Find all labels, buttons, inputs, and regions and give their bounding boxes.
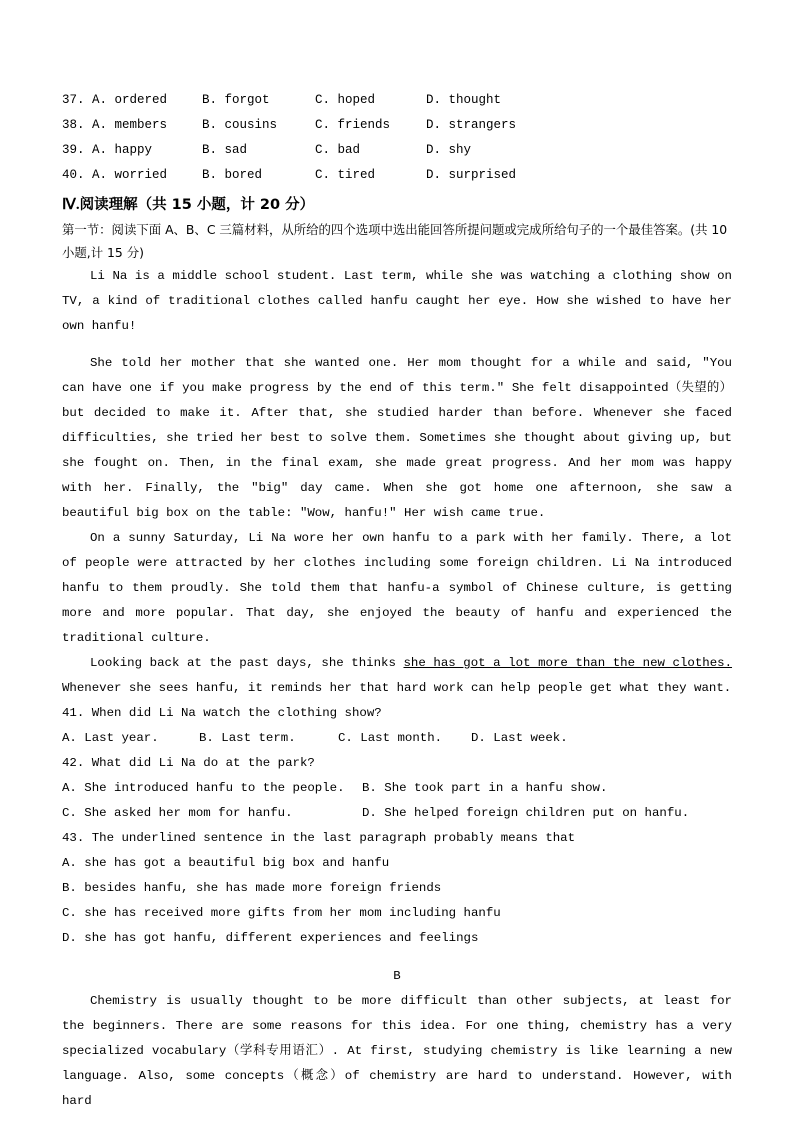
cloze-row [62,138,732,163]
cloze-option-a[interactable]: A. happy [92,143,153,157]
cloze-option-a[interactable]: A. members [92,118,168,132]
section-roman-numeral: Ⅳ. [62,197,80,213]
question-43-stem: 43. The underlined sentence in the last paragraph probably means that [62,831,576,845]
cloze-option-c[interactable]: C. bad [315,143,361,157]
cloze-option-c[interactable]: C. friends [315,118,391,132]
passage-b-paragraph-1: Chemistry is usually thought to be more difficult than other subjects, at least for the beginners. There are some reasons for this idea. For one thing, chemistry has a very specialized vocabulary（学科专用语汇）. At first, studying chemistry is like learning a new language. Also, some concepts（概念）of chemistry are hard to understand. However, with hard [62,994,732,1108]
cloze-number: 40. [62,168,85,182]
choice-d[interactable]: D. She helped foreign children put on hanfu. [362,806,690,820]
cloze-option-d[interactable]: D. thought [426,93,502,107]
choice-a[interactable]: A. She introduced hanfu to the people. [62,781,345,795]
section-title: 阅读理解（共 15 小题，计 20 分） [79,197,315,213]
cloze-row [62,88,732,113]
cloze-option-a[interactable]: A. worried [92,168,168,182]
cloze-option-b[interactable]: B. cousins [202,118,278,132]
cloze-option-d[interactable]: D. strangers [426,118,517,132]
paragraph-spacer [62,339,732,351]
passage-a-paragraph-3: On a sunny Saturday, Li Na wore her own hanfu to a park with her family. There, a lot of people were attracted by her clothes including some foreign children. Li Na introduced hanfu to them proudly. She told them that hanfu-a symbol of Chinese culture, is getting more and more popular. That day, she enjoyed the beauty of hanfu and experienced the traditional culture. [62,531,732,645]
cloze-option-b[interactable]: B. bored [202,168,263,182]
question-43-choice-d[interactable]: D. she has got hanfu, different experiences and feelings [62,931,479,945]
cloze-option-d[interactable]: D. shy [426,143,472,157]
choice-b[interactable]: B. She took part in a hanfu show. [362,781,608,795]
cloze-option-b[interactable]: B. sad [202,143,248,157]
cloze-number: 37. [62,93,85,107]
cloze-row [62,163,732,188]
cloze-number: 39. [62,143,85,157]
question-41-stem: 41. When did Li Na watch the clothing show? [62,706,382,720]
cloze-options-block [62,88,732,188]
cloze-number: 38. [62,118,85,132]
passage-a-underlined-sentence: she has got a lot more than the new clothes. [403,656,733,670]
cloze-row [62,113,732,138]
passage-a-paragraph-1: Li Na is a middle school student. Last term, while she was watching a clothing show on TV, a kind of traditional clothes called hanfu caught her eye. How she wished to have her own hanfu! [62,269,732,333]
cloze-option-d[interactable]: D. surprised [426,168,517,182]
passage-a-paragraph-2: She told her mother that she wanted one. Her mom thought for a while and said, ″You can have one if you make progress by the end of this term.″ She felt disappointed（失望的）but decided to make it. After that, she studied harder than before. Whenever she faced difficulties, she tried her best to solve them. Sometimes she thought about giving up, but she fought on. Then, in the final exam, she made great progress. And her mom was happy with her. Finally, the ″big″ day came. When she got home one afternoon, she saw a beautiful big box on the table: ″Wow, hanfu!″ Her wish came true. [62,356,732,520]
choice-b[interactable]: B. Last term. [199,731,296,745]
question-41-choices [62,726,732,751]
cloze-option-c[interactable]: C. hoped [315,93,376,107]
passage-a-p4-after: Whenever she sees hanfu, it reminds her that hard work can help people get what they want. [62,681,732,695]
passage-a-paragraph-4 [62,651,732,701]
question-43-choice-b[interactable]: B. besides hanfu, she has made more foreign friends [62,881,442,895]
question-42-choices-row-2 [62,801,732,826]
passage-a-p4-before: Looking back at the past days, she thinks [90,656,404,670]
question-42-choices-row-1 [62,776,732,801]
cloze-option-c[interactable]: C. tired [315,168,376,182]
choice-a[interactable]: A. Last year. [62,731,159,745]
question-42-stem: 42. What did Li Na do at the park? [62,756,315,770]
choice-c[interactable]: C. She asked her mom for hanfu. [62,806,293,820]
choice-d[interactable]: D. Last week. [471,731,568,745]
cloze-option-a[interactable]: A. ordered [92,93,168,107]
section-heading [62,193,732,217]
section-instruction: 第一节：阅读下面 A、B、C 三篇材料，从所给的四个选项中选出能回答所提问题或完成所给句子的一个最佳答案。(共 10 小题,计 15 分) [62,222,728,260]
question-43-choice-a[interactable]: A. she has got a beautiful big box and hanfu [62,856,390,870]
choice-c[interactable]: C. Last month. [338,731,443,745]
passage-b-label: B [393,969,401,983]
cloze-option-b[interactable]: B. forgot [202,93,270,107]
question-43-choice-c[interactable]: C. she has received more gifts from her mom including hanfu [62,906,501,920]
